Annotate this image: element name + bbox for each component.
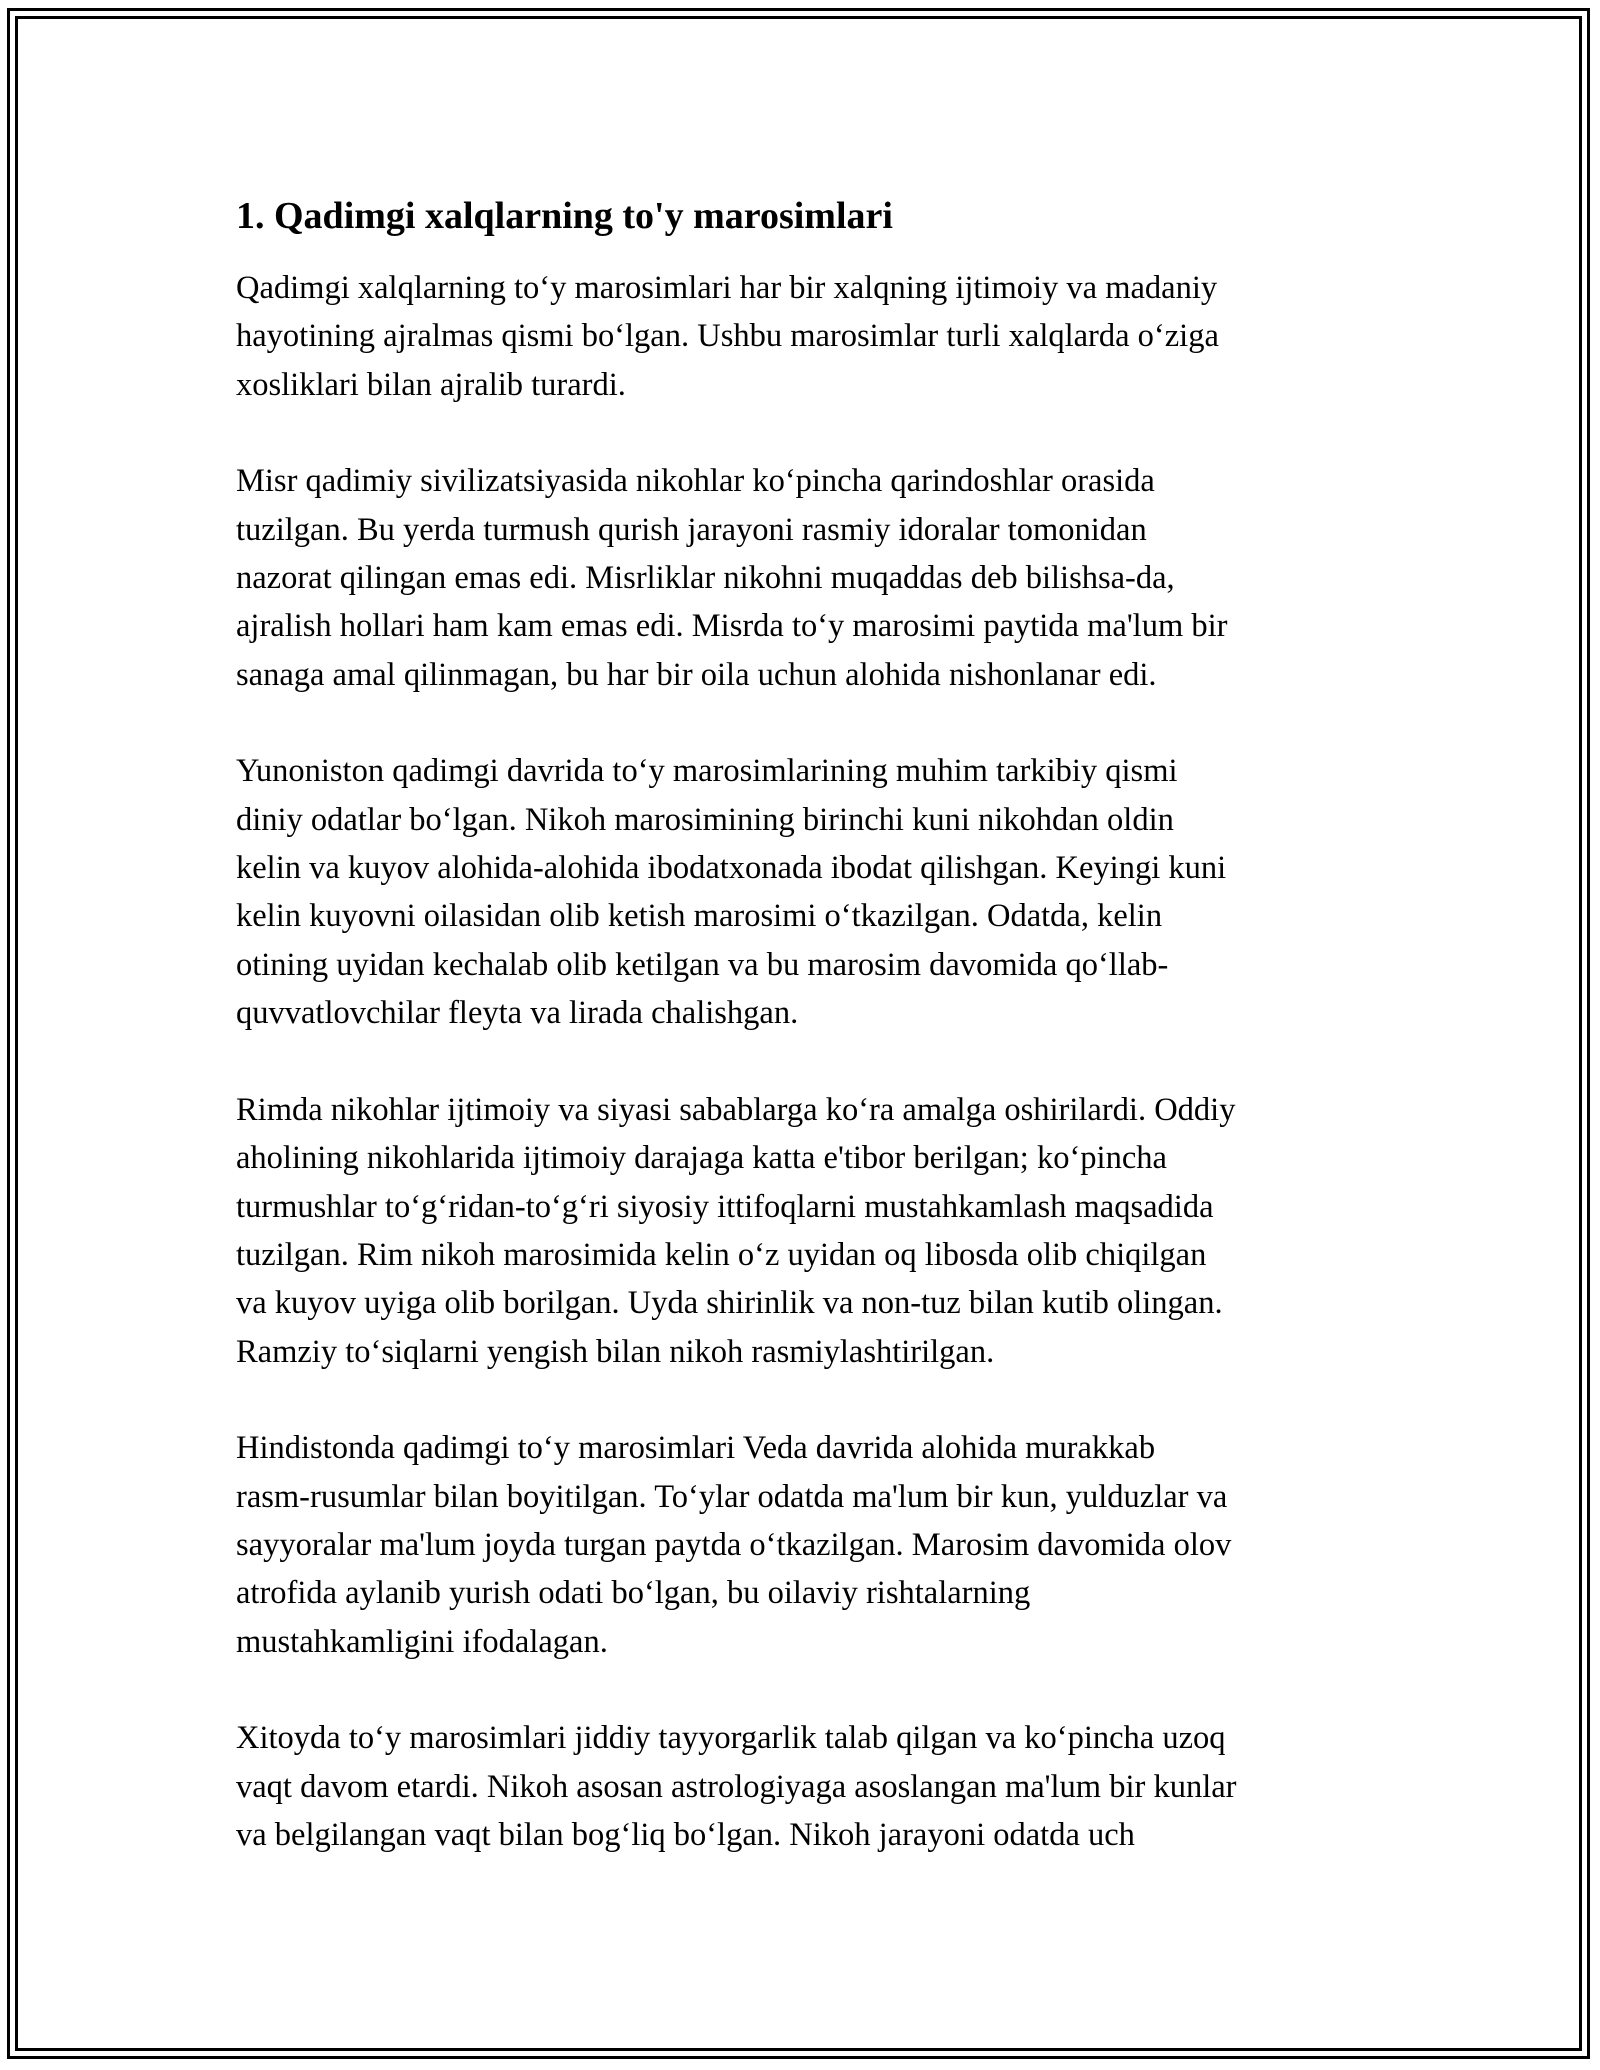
paragraph-line: Hindistonda qadimgi to‘y marosimlari Veda davrida alohida murakkab [236, 1430, 1156, 1467]
paragraph-list [236, 264, 1386, 1859]
paragraph-line: kelin kuyovni oilasidan olib ketish marosimi o‘tkazilgan. Odatda, kelin [236, 898, 1163, 935]
paragraph-line: hayotining ajralmas qismi bo‘lgan. Ushbu marosimlar turli xalqlarda o‘ziga [236, 318, 1219, 355]
paragraph [236, 1086, 1386, 1376]
paragraph-line: quvvatlovchilar fleyta va lirada chalishgan. [236, 995, 799, 1032]
paragraph [236, 264, 1386, 409]
paragraph [236, 1424, 1386, 1666]
paragraph-line: va belgilangan vaqt bilan bog‘liq bo‘lgan. Nikoh jarayoni odatda uch [236, 1816, 1135, 1853]
paragraph-line: Ramziy to‘siqlarni yengish bilan nikoh rasmiylashtirilgan. [236, 1333, 995, 1370]
paragraph-line: tuzilgan. Rim nikoh marosimida kelin o‘z uyidan oq libosda olib chiqilgan [236, 1236, 1207, 1273]
paragraph [236, 457, 1386, 699]
paragraph-line: aholining nikohlarida ijtimoiy darajaga katta e'tibor berilgan; ko‘pincha [236, 1140, 1167, 1177]
paragraph [236, 747, 1386, 1037]
paragraph-line: kelin va kuyov alohida-alohida ibodatxonada ibodat qilishgan. Keyingi kuni [236, 850, 1227, 887]
section-heading: 1. Qadimgi xalqlarning to'y marosimlari [236, 195, 893, 237]
paragraph-line: xosliklari bilan ajralib turardi. [236, 366, 626, 403]
paragraph-line: rasm-rusumlar bilan boyitilgan. To‘ylar odatda ma'lum bir kun, yulduzlar va [236, 1478, 1228, 1515]
paragraph-line: Misr qadimiy sivilizatsiyasida nikohlar ko‘pincha qarindoshlar orasida [236, 463, 1155, 500]
paragraph-line: mustahkamligini ifodalagan. [236, 1623, 608, 1660]
paragraph-line: Xitoyda to‘y marosimlari jiddiy tayyorgarlik talab qilgan va ko‘pincha uzoq [236, 1720, 1226, 1757]
paragraph-line: vaqt davom etardi. Nikoh asosan astrologiyaga asoslangan ma'lum bir kunlar [236, 1768, 1237, 1805]
paragraph-line: sanaga amal qilinmagan, bu har bir oila uchun alohida nishonlanar edi. [236, 656, 1157, 693]
paragraph-line: ajralish hollari ham kam emas edi. Misrda to‘y marosimi paytida ma'lum bir [236, 608, 1228, 645]
paragraph-line: sayyoralar ma'lum joyda turgan paytda o‘tkazilgan. Marosim davomida olov [236, 1526, 1232, 1563]
paragraph-line: Qadimgi xalqlarning to‘y marosimlari har bir xalqning ijtimoiy va madaniy [236, 270, 1218, 306]
paragraph-line: turmushlar to‘g‘ridan-to‘g‘ri siyosiy ittifoqlarni mustahkamlash maqsadida [236, 1188, 1214, 1225]
paragraph-line: otining uyidan kechalab olib ketilgan va bu marosim davomida qo‘llab- [236, 946, 1169, 983]
document-body [236, 186, 1386, 1907]
paragraph-line: diniy odatlar bo‘lgan. Nikoh marosimining birinchi kuni nikohdan oldin [236, 801, 1174, 838]
paragraph-line: Rimda nikohlar ijtimoiy va siyasi sabablarga ko‘ra amalga oshirilardi. Oddiy [236, 1091, 1236, 1128]
paragraph [236, 1714, 1386, 1859]
paragraph-line: tuzilgan. Bu yerda turmush qurish jarayoni rasmiy idoralar tomonidan [236, 511, 1147, 548]
paragraph-line: nazorat qilingan emas edi. Misrliklar nikohni muqaddas deb bilishsa-da, [236, 560, 1175, 597]
paragraph-line: va kuyov uyiga olib borilgan. Uyda shirinlik va non-tuz bilan kutib olingan. [236, 1285, 1223, 1322]
paragraph-line: Yunoniston qadimgi davrida to‘y marosimlarining muhim tarkibiy qismi [236, 753, 1178, 790]
paragraph-line: atrofida aylanib yurish odati bo‘lgan, bu oilaviy rishtalarning [236, 1575, 1031, 1612]
